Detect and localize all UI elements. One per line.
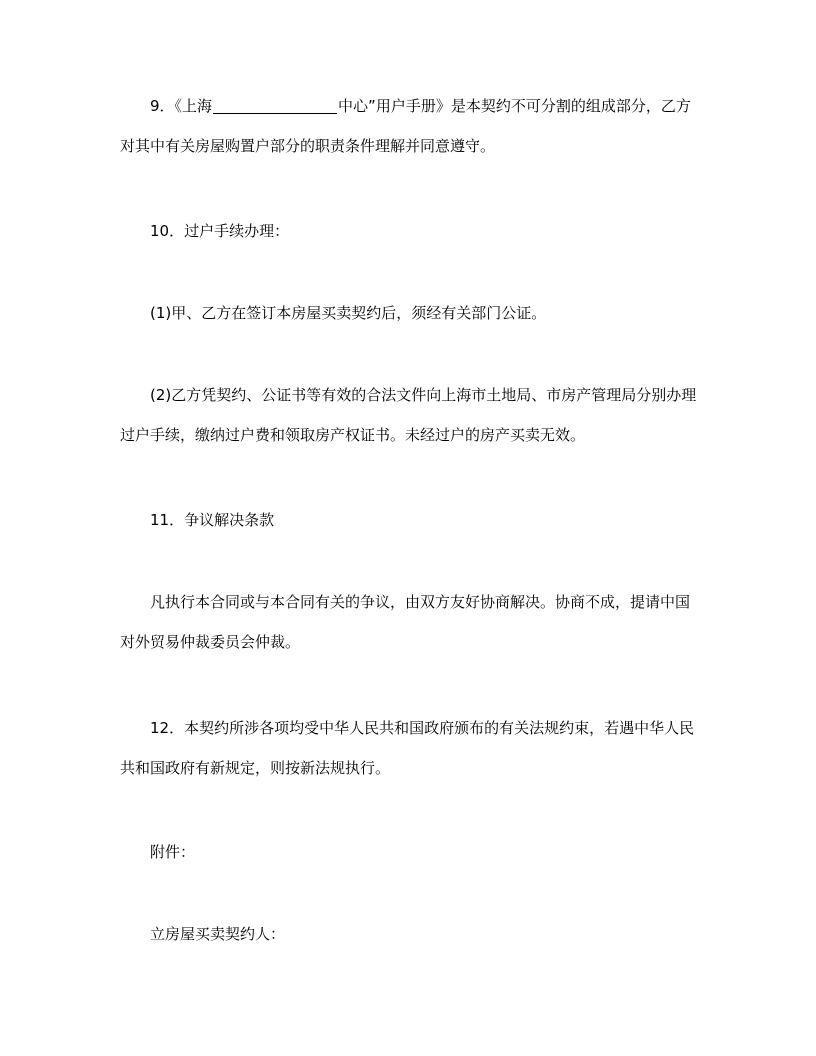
clause-9 [120, 86, 698, 166]
clause-10-item-1: (1)甲、乙方在签订本房屋买卖契约后，须经有关部门公证。 [150, 304, 547, 322]
clause-10-heading: 10．过户手续办理： [150, 222, 290, 240]
clause-12: 12．本契约所涉各项均受中华人民共和国政府颁布的有关法规约束，若遇中华人民共和国政府有新规定，则按新法规执行。 [120, 719, 695, 777]
signatory-label: 立房屋买卖契约人： [150, 925, 286, 943]
clause-11-heading: 11．争议解决条款 [150, 511, 275, 529]
attachment-label: 附件： [150, 843, 196, 861]
clause-9-lead: 9．《上海 [150, 97, 213, 115]
clause-9-rest: 中心”用户手册》是本契约不可分割的组成部分，乙方对其中有关房屋购置户部分的职责条件理解并同意遵守。 [120, 97, 691, 155]
clause-10-item-2: (2)乙方凭契约、公证书等有效的合法文件向上海市土地局、市房产管理局分别办理过户手续，缴纳过户费和领取房产权证书。未经过户的房产买卖无效。 [120, 386, 697, 444]
fill-in-blank [213, 97, 337, 114]
clause-11-body: 凡执行本合同或与本合同有关的争议，由双方友好协商解决。协商不成，提请中国对外贸易仲裁委员会仲裁。 [120, 593, 691, 651]
